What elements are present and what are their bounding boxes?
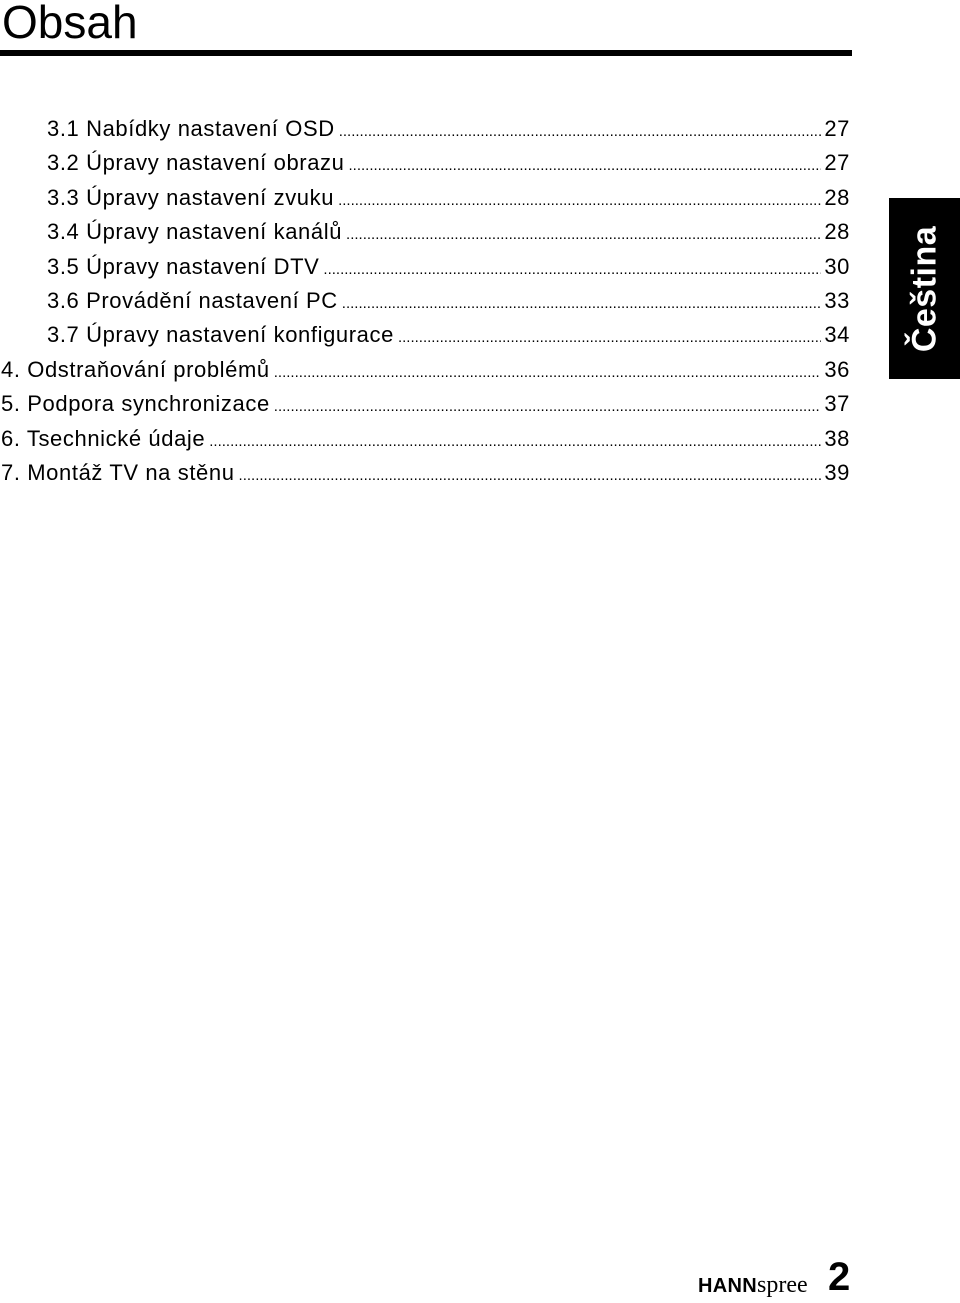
toc-entry-title: 4. Odstraňování problémů [1,356,270,382]
toc-entry-page: 39 [824,459,850,485]
toc-entry[interactable] [0,150,850,184]
toc-entry-title: 7. Montáž TV na stěnu [1,459,235,485]
toc-entry-title: 3.6 Provádění nastavení PC [47,287,338,313]
toc-entry-title: 3.4 Úpravy nastavení kanálů [47,219,343,245]
toc-entry-page: 27 [824,150,850,176]
language-tab-label: Čeština [905,225,943,352]
toc-entry[interactable] [0,426,850,460]
language-tab [889,198,960,379]
toc-entry[interactable] [0,219,850,253]
toc-leader-dots [323,261,821,278]
toc-entry[interactable] [0,288,850,322]
toc-entry-page: 38 [824,425,850,451]
table-of-contents [0,116,850,494]
toc-leader-dots [398,329,821,346]
brand-logo-bold: HANN [698,1275,757,1297]
toc-entry-page: 27 [824,116,850,141]
toc-entry[interactable] [0,391,850,425]
toc-entry-title: 5. Podpora synchronizace [1,391,270,417]
toc-entry-title: 3.2 Úpravy nastavení obrazu [47,150,345,176]
toc-entry[interactable] [0,322,850,356]
toc-entry[interactable] [0,116,850,150]
toc-entry-page: 30 [824,253,850,279]
toc-entry[interactable] [0,460,850,494]
brand-logo-light: spree [756,1272,808,1298]
toc-leader-dots [209,433,821,450]
title-underline [0,50,852,56]
toc-entry-page: 28 [824,219,850,245]
toc-entry-page: 34 [824,322,850,348]
page-number: 2 [828,1255,851,1299]
toc-entry[interactable] [0,357,850,391]
brand-logo [698,1272,808,1299]
toc-leader-dots [274,364,822,381]
page-title: Obsah [2,0,138,48]
toc-leader-dots [348,157,821,174]
toc-leader-dots [338,192,821,209]
toc-leader-dots [346,226,821,243]
toc-leader-dots [342,295,822,312]
toc-entry-page: 28 [824,184,850,210]
toc-leader-dots [339,123,822,140]
toc-entry-page: 37 [824,391,850,417]
toc-entry-title: 3.7 Úpravy nastavení konfigurace [47,322,394,348]
toc-entry-page: 33 [824,287,850,313]
toc-entry-title: 6. Tsechnické údaje [1,425,206,451]
toc-entry-page: 36 [824,356,850,382]
toc-entry-title: 3.3 Úpravy nastavení zvuku [47,184,335,210]
toc-entry-title: 3.1 Nabídky nastavení OSD [47,116,335,141]
toc-leader-dots [239,467,822,484]
toc-entry-title: 3.5 Úpravy nastavení DTV [47,253,320,279]
toc-leader-dots [274,398,822,415]
toc-entry[interactable] [0,254,850,288]
toc-entry[interactable] [0,185,850,219]
